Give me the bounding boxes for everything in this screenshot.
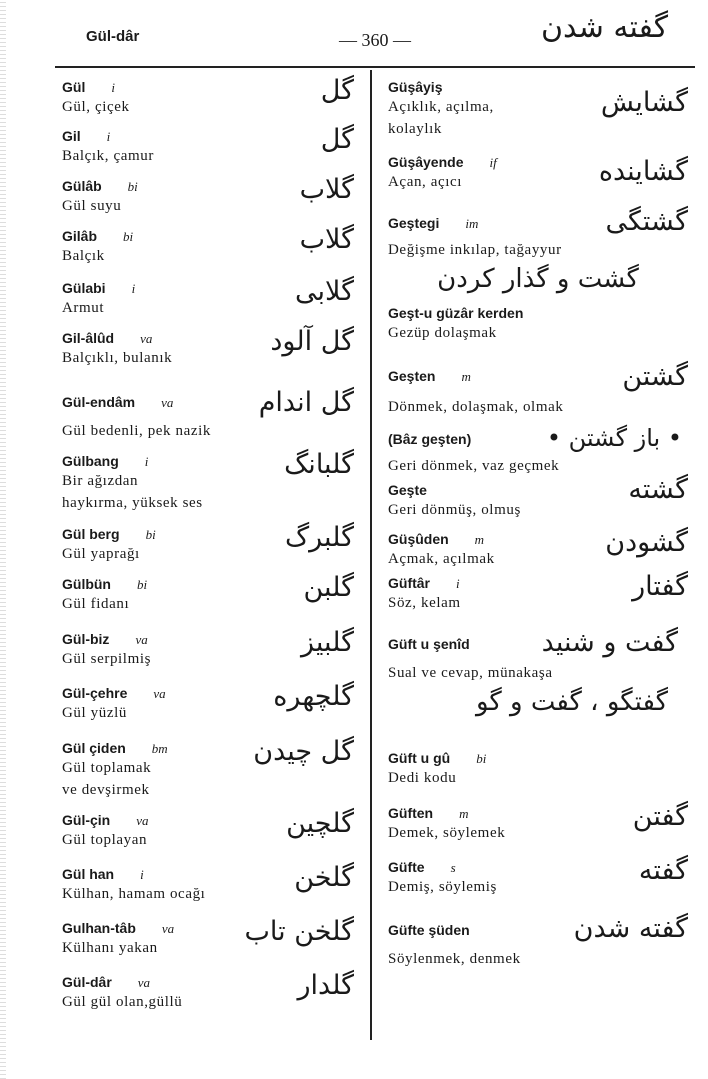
gloss-line: Gül bedenli, pek nazik xyxy=(62,423,211,439)
headword: Gül xyxy=(62,79,86,95)
part-of-speech: i xyxy=(131,281,136,296)
entry xyxy=(62,862,354,919)
headword: (Bâz geşten) xyxy=(388,431,472,447)
gloss-line: Açan, açıcı xyxy=(388,174,463,190)
arabic-script: گلچين xyxy=(286,808,354,839)
left-column xyxy=(62,75,354,1023)
gloss-line: Söylenmek, denmek xyxy=(388,951,521,967)
entry xyxy=(388,78,688,153)
arabic-script: گفت و شنيد xyxy=(541,627,678,658)
arabic-script: گلاب xyxy=(299,224,354,255)
arabic-script: • باز گشتن • xyxy=(546,424,682,452)
gloss-line: Gül toplayan xyxy=(62,832,148,848)
gloss-line: Gül gül olan,güllü xyxy=(62,994,183,1010)
arabic-script: گلدار xyxy=(297,970,354,1001)
entry xyxy=(388,571,688,626)
part-of-speech: va xyxy=(137,975,151,990)
entry xyxy=(62,736,354,811)
entry xyxy=(388,356,688,423)
gloss-line: Balçık, çamur xyxy=(62,148,154,164)
entry xyxy=(388,304,688,356)
entry xyxy=(62,449,354,525)
part-of-speech: m xyxy=(474,532,485,547)
page-edge-speckle xyxy=(0,0,6,1079)
header-word: Gül-dâr xyxy=(86,28,140,45)
part-of-speech: i xyxy=(111,80,115,95)
arabic-script: گشاينده xyxy=(598,156,688,187)
gloss-line: Geri dönmüş, olmuş xyxy=(388,502,521,518)
part-of-speech: bi xyxy=(137,577,148,592)
headword: Geştegi xyxy=(388,215,440,231)
part-of-speech: bi xyxy=(476,751,487,766)
entry xyxy=(388,527,688,574)
part-of-speech: s xyxy=(450,860,456,875)
entry xyxy=(388,207,688,304)
headword: Gül berg xyxy=(62,526,120,542)
part-of-speech: va xyxy=(161,395,174,410)
gloss-line: haykırma, yüksek ses xyxy=(62,495,203,511)
headword: Gül han xyxy=(62,866,115,882)
headword: Gilâb xyxy=(62,228,98,244)
gloss-line: Balçık xyxy=(62,248,105,264)
headword: Gül-dâr xyxy=(62,974,112,990)
arabic-script: گلبانگ xyxy=(284,449,354,480)
arabic-script: گل اندام xyxy=(258,387,354,418)
arabic-script: گل xyxy=(320,75,354,106)
part-of-speech: va xyxy=(153,686,166,701)
gloss-line: Sual ve cevap, münakaşa xyxy=(388,665,553,681)
gloss-line: Bir ağızdan xyxy=(62,473,139,489)
arabic-script: گفته xyxy=(638,855,688,886)
entry xyxy=(388,626,688,749)
gloss-line: Gezüp dolaşmak xyxy=(388,325,497,341)
entry xyxy=(62,224,354,279)
entry xyxy=(62,75,354,127)
headword: Geşten xyxy=(388,368,436,384)
gloss-line: Külhan, hamam ocağı xyxy=(62,886,206,902)
arabic-script: گشته xyxy=(628,474,688,505)
gloss-line: Demiş, söylemiş xyxy=(388,879,497,895)
arabic-script: گلابی xyxy=(295,276,354,307)
gloss-line: Külhanı yakan xyxy=(62,940,158,956)
gloss-line: Balçıklı, bulanık xyxy=(62,350,173,366)
gloss-line: Dönmek, dolaşmak, olmak xyxy=(388,399,564,415)
entry xyxy=(388,855,688,912)
entry xyxy=(388,801,688,858)
part-of-speech: i xyxy=(144,454,149,469)
gloss-line: Gül serpilmiş xyxy=(62,651,152,667)
headword: Güft u gû xyxy=(388,750,451,766)
arabic-phrase: گفتگو ، گفت و گو xyxy=(475,687,668,717)
part-of-speech: bi xyxy=(127,179,138,194)
entry xyxy=(62,522,354,575)
arabic-script: گشودن xyxy=(605,527,688,558)
headword: Gil xyxy=(62,128,81,144)
headword: Geşte xyxy=(388,482,427,498)
arabic-script: گلخن xyxy=(294,862,354,893)
arabic-phrase: گشت و گذار كردن xyxy=(437,264,639,294)
part-of-speech: va xyxy=(140,331,153,346)
part-of-speech: if xyxy=(489,155,497,170)
headword: Gül-endâm xyxy=(62,394,136,410)
arabic-script: گشتگى xyxy=(605,206,688,237)
arabic-script: گشايش xyxy=(600,87,688,118)
headword: Gül-çin xyxy=(62,812,111,828)
part-of-speech: m xyxy=(459,806,469,821)
arabic-script: گلچهره xyxy=(273,681,354,712)
part-of-speech: va xyxy=(136,813,149,828)
part-of-speech: i xyxy=(456,576,460,591)
headword: Güften xyxy=(388,805,434,821)
entry xyxy=(62,627,354,684)
headword: Gil-âlûd xyxy=(62,330,115,346)
gloss-line: Dedi kodu xyxy=(388,770,457,786)
gloss-line: Gül suyu xyxy=(62,198,122,214)
entry xyxy=(62,124,354,177)
arabic-script: گفتن xyxy=(632,801,688,832)
right-column xyxy=(388,78,688,972)
entry xyxy=(388,749,688,804)
gloss-line: Gül yaprağı xyxy=(62,546,140,562)
entry xyxy=(62,572,354,630)
entry xyxy=(62,808,354,865)
gloss-line: Değişme inkılap, tağayyur xyxy=(388,242,562,258)
header-arabic: گفته شدن xyxy=(540,10,668,45)
gloss-line: Gül yüzlü xyxy=(62,705,127,721)
part-of-speech: i xyxy=(140,867,144,882)
part-of-speech: va xyxy=(161,921,175,936)
entry xyxy=(62,174,354,227)
headword: Güşâyende xyxy=(388,154,464,170)
part-of-speech: im xyxy=(465,216,479,231)
gloss-line: Söz, kelam xyxy=(388,595,461,611)
arabic-script: گل xyxy=(320,124,354,155)
part-of-speech: bi xyxy=(123,229,134,244)
arabic-script: گفتار xyxy=(632,571,688,602)
header-rule xyxy=(55,66,695,68)
arabic-script: گشتن xyxy=(622,361,688,392)
part-of-speech: bm xyxy=(151,741,168,756)
page-number: — 360 — xyxy=(339,30,411,50)
arabic-script: گلبيز xyxy=(301,627,354,658)
headword: Gulhan-tâb xyxy=(62,920,136,936)
headword: Geşt-u güzâr kerden xyxy=(388,305,524,321)
headword: Gül çiden xyxy=(62,740,126,756)
entry xyxy=(388,912,688,972)
headword: Gülbün xyxy=(62,576,111,592)
gloss-line: Demek, söylemek xyxy=(388,825,506,841)
gloss-line: kolaylık xyxy=(388,121,442,137)
gloss-line: Açmak, açılmak xyxy=(388,551,495,567)
headword: Güftâr xyxy=(388,575,430,591)
headword: Güft u şenîd xyxy=(388,636,470,652)
entry xyxy=(62,970,354,1023)
headword: Gül-çehre xyxy=(62,685,128,701)
gloss-line: Gül fidanı xyxy=(62,596,130,612)
gloss-line: Geri dönmek, vaz geçmek xyxy=(388,458,560,474)
entry xyxy=(62,681,354,739)
column-divider xyxy=(370,70,372,1040)
headword: Gülabi xyxy=(62,280,106,296)
part-of-speech: m xyxy=(461,369,471,384)
part-of-speech: bi xyxy=(145,527,156,542)
entry xyxy=(62,326,354,384)
arabic-script: گلخن تاب xyxy=(244,916,354,947)
entry xyxy=(62,276,354,329)
arabic-script: گل آلود xyxy=(270,326,354,357)
headword: Güşâyiş xyxy=(388,79,443,95)
part-of-speech: va xyxy=(135,632,148,647)
headword: Gülbang xyxy=(62,453,119,469)
entry xyxy=(62,916,354,973)
part-of-speech: i xyxy=(106,129,111,144)
gloss-line: ve devşirmek xyxy=(62,782,150,798)
arabic-script: گفته شدن xyxy=(573,913,688,944)
headword: Güfte şüden xyxy=(388,922,470,938)
headword: Güfte xyxy=(388,859,425,875)
entry xyxy=(62,384,354,452)
gloss-line: Armut xyxy=(62,300,105,316)
gloss-line: Gül, çiçek xyxy=(62,99,130,115)
headword: Gülâb xyxy=(62,178,102,194)
arabic-script: گلبرگ xyxy=(284,522,354,553)
entry xyxy=(388,474,688,530)
arabic-script: گلبن xyxy=(303,572,354,603)
entry xyxy=(388,153,688,207)
arabic-script: گل چيدن xyxy=(253,736,354,767)
headword: Güşûden xyxy=(388,531,449,547)
gloss-line: Gül toplamak xyxy=(62,760,152,776)
arabic-script: گلاب xyxy=(299,174,354,205)
gloss-line: Açıklık, açılma, xyxy=(388,99,494,115)
headword: Gül-biz xyxy=(62,631,110,647)
